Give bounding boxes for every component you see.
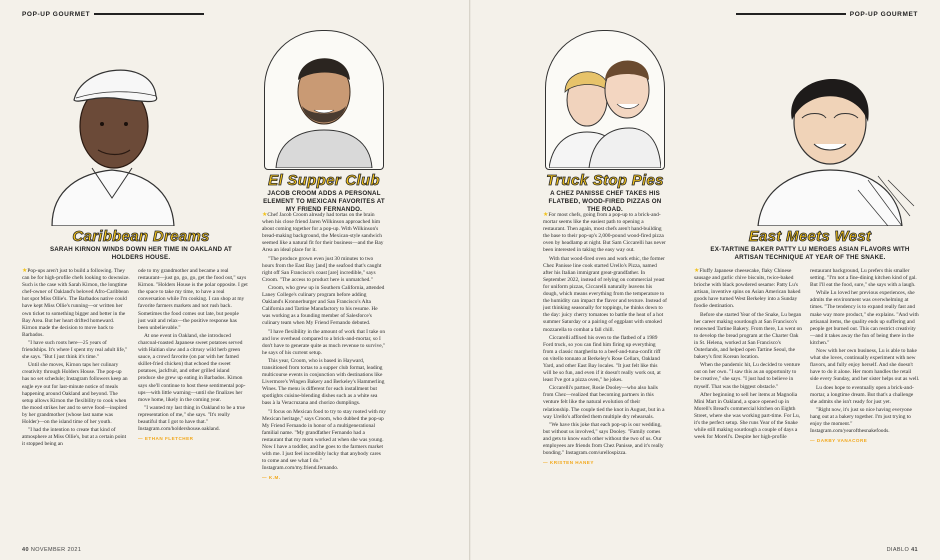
article-body-caribbean-dreams-col1 <box>22 268 130 538</box>
paragraph: "The produce grown even just 30 minutes to two hours from the East Bay [and] the seafood that's caught right off San Francisco's coast [are] incredible," says Croom. "The access to product here is unmatched." <box>262 255 382 283</box>
paragraph: Ciccarelli's partner, Rosie Dooley—who also hails from Chez—realized that becoming partners in this venture felt like the natural evolution of their relationship. The couple tied the knot in August, but in a way Urello's afforded them multiple dry rehearsals. <box>543 385 665 420</box>
paragraph: While Lu loved her previous experiences, she admits the environment was overwhelming at times. "The tendency is to expand really fast and make way more product," she explains. "And with artisanal items, the quality ends up suffering and people get burned out. This can restrict creativity—and it takes away the fun of being there in the kitchen." <box>810 290 919 346</box>
paragraph: ★For most chefs, going from a pop-up to a brick-and-mortar seems like the easiest path to opening a restaurant. Then again, most chefs aren't hand-building the base to their pop-up's 2,000-pound wood-fired pizza oven by headlamp at night. But Sam Ciccarelli has never been interested in taking the easy way out. <box>543 212 666 254</box>
article-title-truck-stop-pies: Truck Stop Pies <box>546 172 664 189</box>
paragraph: ★Fluffy Japanese cheesecake, flaky Chinese sausage and garlic chive biscuits, twice-baked brioche with black powdered sesame: Patty Lu's artisan, inventive spins on Asian American baked goods have turned West Berkeley into a Sunday foodie destination. <box>694 268 801 310</box>
article-deck-caribbean-dreams: SARAH KIRNON WINDS DOWN HER TIME IN OAKLAND AT HOLDERS HOUSE. <box>49 246 233 261</box>
byline: — KRISTEN HANEY <box>543 460 594 466</box>
portrait-illustration-sarah-kirnon <box>22 38 202 226</box>
folio-right <box>887 547 918 553</box>
page-number: 41 <box>911 547 918 553</box>
article-title-east-meets-west: East Meets West <box>748 228 872 245</box>
article-title-caribbean-dreams: Caribbean Dreams <box>72 228 210 245</box>
section-label-left: POP-UP GOURMET <box>22 11 204 18</box>
paragraph: ode to my grandmother and became a real restaurant—just go, go, go, get the food out," says Kirnon. "Holders House is the polar opposite. I get the space to take my time, to have a real conversation while I'm cooking. I can shop at my favorite farmers markets and not rush back. Sometimes the food comes out late, but people just wait and relax—the positive response has been unbelievable." <box>138 268 248 331</box>
paragraph: Ciccarelli affixed his oven to the flatbed of a 1989 Ford truck, so you can find him firing up everything from a classic margherita to a beef-and-tuna-confit riff on vitello tonnato at Berkeley's Rose Cellars, Oakland Yard, and other East Bay locales. "It just felt like this will be so fun, and even if it doesn't really work out, at least I've got a pizza oven," he jokes. <box>543 334 661 384</box>
article-body-east-meets-west-col2 <box>810 268 920 538</box>
paragraph: "I focus on Mexican food to try to stay rooted with my Mexican heritage," says Croom, who dubbed the pop-up My Friend Fernando in honor of a multigenerational familial name. "My grandfather Fernando had a restaurant that my mom worked at when she was young. Now I have a toddler, and he goes to the farmers market with me. I just feel incredibly lucky that anybody cares to come and see what I do." Instagram.com/my.friend.fernando. <box>262 408 386 472</box>
paragraph: "We have this joke that each pop-up is our wedding, but without us involved," says Dooley. "Family comes and gets to know each other without the two of us. Our employees are friends from Chez Panisse, and it's really bonding." Instagram.com/urellospizza. <box>543 421 664 457</box>
star-bullet-icon: ★ <box>262 212 268 218</box>
paragraph: Croom, who grew up in Southern California, attended Laney College's culinary program before adding Oakland's Kronnerburger and San Francisco's Alta California and Tartine Manufactory to his resume. He was working as a founding member of Salesforce's culinary team when My Friend Fernando debuted. <box>262 284 385 327</box>
paragraph: Before she started Year of the Snake, Lu began her career making sourdough at San Francisco's renowned Tartine Bakery. From there, Lu went on to develop the bread program at the Charter Oak in St. Helena, worked at San Francisco's Outerlands, and helped open Tartine Seoul, the bakery's first Korean location. <box>694 311 802 361</box>
byline: — DARBY VANACORE <box>810 438 868 444</box>
paragraph: Now with her own business, Lu is able to bake what she loves, continually experiment with new flavors, and fully enjoy herself. And she doesn't have to do it alone. Her mom handles the retail side every Sunday, and her sister helps out as well. <box>810 348 920 383</box>
paragraph: With that wood-fired oven and work ethic, the former Chez Panisse line cook started Urello's Pizza, named after his Italian immigrant great-grandfather. In September 2022, instead of relying on commercial yeast for uniform pizzas, Ciccarelli naturally leavens his dough, which means everything from the temperature to the humidity can impact the flavor and texture. Instead of just thinking seasonally for toppings, he thinks down to the day: juicy cherry tomatoes to battle the heat of a hot summer Saturday or a pairing of eggplant with smoked mozzarella to combat a fall chill. <box>543 255 667 333</box>
byline: — K.M. <box>262 475 281 481</box>
folio-left <box>22 547 81 553</box>
star-bullet-icon: ★ <box>22 268 28 274</box>
paragraph: After beginning to sell her items at Magnolia Mini Mart in Oakland, a space opened up in Morell's Bread's commercial kitchen on Eighth Street, where she was working part-time. For Lu, it's the perfect setup. She runs Year of the Snake while still making sourdough a couple of days a week for Morell's. Despite her high-profile <box>694 391 800 441</box>
star-bullet-icon: ★ <box>694 268 700 274</box>
paragraph: ★Chef Jacob Croom already had tortas on the brain when his close friend Jaren Wilkinson approached him about coming together for a pop-up. With Wilkinson's bread-making background, the Mexican-style sandwich seemed like a natural fit for their business—and the Bay Area an ideal place for it. <box>262 212 384 254</box>
paragraph: At one event in Oakland, she introduced charcoal-roasted Japanese sweet potatoes served with Haitian slaw and a citrusy wild herb green sauce, a crowd favorite (on par with her famed skillet-fried chicken) that echoed the sweet potatoes, jackfruit, and other grilled island produce she grew up eating in Barbados. Kirnon says she'll continue to host these sentimental pop-ups—with little warning—until she finalizes her move home, likely in the coming year. <box>138 332 246 403</box>
star-bullet-icon: ★ <box>543 212 549 218</box>
page-number: 40 <box>22 547 29 553</box>
paragraph: "I had the intention to create that kind of atmosphere at Miss Ollie's, but at a certain point it stopped being an <box>22 427 127 448</box>
magazine-name: DIABLO <box>886 547 910 553</box>
portrait-illustration-patty-lu <box>738 40 920 226</box>
article-deck-truck-stop-pies: A CHEZ PANISSE CHEF TAKES HIS FLATBED, WOOD-FIRED PIZZAS ON THE ROAD. <box>548 190 662 213</box>
article-title-el-supper-club: El Supper Club <box>268 172 380 189</box>
paragraph: ★Pop-ups aren't just to build a following. They can be for high-profile chefs looking to downsize. Such is the case with Sarah Kirnon, the longtime chef-owner of Oakland's beloved Afro-Caribbean hot spot Miss Ollie's. The Barbados native could have kept Miss Ollie's running—or written her own ticket to something bigger and better in the Bay Area. But her heart drifted homeward. Kirnon made the decision to move back to Barbados. <box>22 268 130 338</box>
paragraph: "Right now, it's just so nice having everyone hang out at a bakery together. I'm just trying to enjoy the moment." Instagram.com/yearofthesnakefoods. <box>810 406 912 435</box>
paragraph: restaurant background, Lu prefers this smaller setting. "I'm not a fine-dining kitchen kind of gal. But I'll eat the food, sure," she says with a laugh. <box>810 268 917 289</box>
page-gutter <box>469 0 471 560</box>
issue-date: NOVEMBER 2021 <box>30 547 82 553</box>
byline: — ETHAN FLETCHER <box>138 436 194 442</box>
article-body-caribbean-dreams-col2 <box>138 268 248 538</box>
paragraph: This year, Croom, who is based in Hayward, transitioned from tortas to a supper club format, leading multicourse events in conjunction with destinations like Livermore's Wingen Bakery and Berkeley's Hammerling Wines. The menu is different for each installment but spotlights cuisine-blending dishes such as a white sea bass à la Veracruzana and chorizo dumplings. <box>262 357 385 407</box>
paragraph: "I have such roots here—25 years of friendships. It's where I spent my real adult life," she says. "But I just think it's time." <box>22 339 128 361</box>
paragraph: Until she moves, Kirnon taps her culinary creativity through Holders House. The pop-up has no set schedule; Instagram followers keep an eagle eye out for last-minute notice of meals happening around Oakland and beyond. The setup allows Kirnon the flexibility to cook when the mood strikes her and to serve food—inspired by her grandmother (whose last name was Holder)—on the island time of her youth. <box>22 362 128 425</box>
article-deck-el-supper-club: JACOB CROOM ADDS A PERSONAL ELEMENT TO MEXICAN FAVORITES AT MY FRIEND FERNANDO. <box>263 190 385 213</box>
portrait-illustration-jacob-croom <box>268 36 380 168</box>
article-deck-east-meets-west: EX-TARTINE BAKER PATTY LU MERGES ASIAN FLAVORS WITH ARTISAN TECHNIQUE AT YEAR OF THE SNAKE. <box>710 246 910 261</box>
paragraph: When the pandemic hit, Lu decided to venture out on her own. "I saw this as an opportunity to be creative," she says. "I just had to believe in myself. That was the biggest obstacle." <box>694 362 800 390</box>
paragraph: Lu does hope to eventually open a brick-and-mortar, a longtime dream. But that's a challenge she admits she isn't ready for just yet. <box>810 384 914 405</box>
article-body-el-supper-club <box>262 212 386 538</box>
article-body-east-meets-west-col1 <box>694 268 802 538</box>
paragraph: "I have flexibility in the amount of work that I take on and low overhead compared to a brick-and-mortar, so I don't have to generate quite as much revenue to survive," he says of his current setup. <box>262 328 386 356</box>
paragraph: "I wanted my last thing in Oakland to be a true representation of me," she says. "It's really beautiful that I got to have that." Instagram.com/holdershouse.oakland. <box>138 404 246 433</box>
article-body-truck-stop-pies <box>543 212 667 538</box>
portrait-illustration-ciccarelli-dooley <box>549 36 661 168</box>
section-label-right: POP-UP GOURMET <box>736 11 918 18</box>
